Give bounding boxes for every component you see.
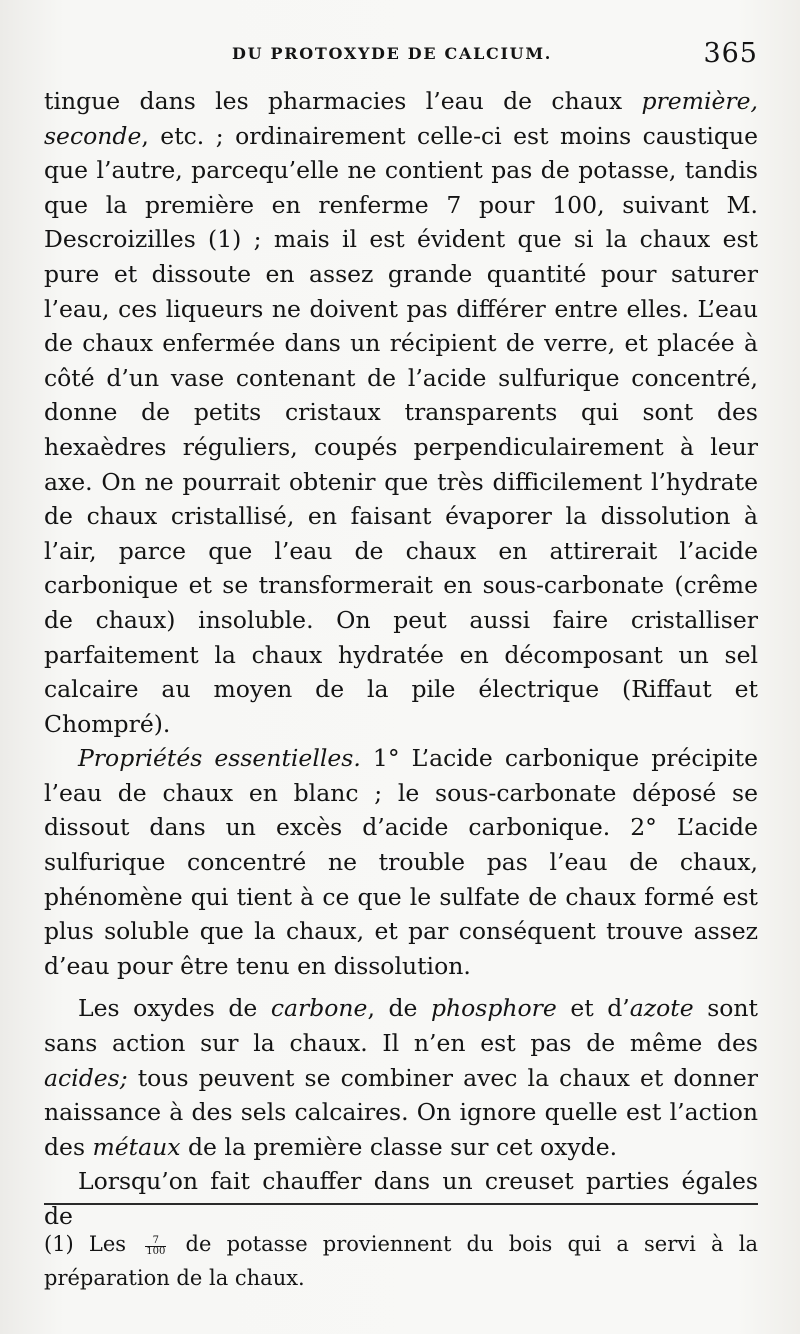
- footnote-fraction: [145, 1236, 166, 1257]
- paragraph-3-italic-4: acides;: [44, 1063, 128, 1092]
- paragraph-2-text: 1° L’acide carbonique précipite l’eau de chaux en blanc ; le sous-carbonate déposé se dissout dans un excès d’acide carbonique. 2° L’acide sulfurique concentré ne trouble pas l’eau de chaux, phénomène qui tient à ce que le sulfate de chaux formé est plus soluble que la chaux, et par conséquent trouve assez d’eau pour être tenu en dissolution.: [44, 744, 758, 980]
- paragraph-2-heading: Propriétés essentielles.: [78, 744, 361, 773]
- paragraph-3-part-3: et d’: [556, 994, 630, 1023]
- paragraph-3-part-1: Les oxydes de: [78, 994, 271, 1023]
- paragraph-3-part-6: de la première classe sur cet oxyde.: [180, 1132, 618, 1161]
- main-text: [44, 84, 758, 1234]
- footnote-marker: (1) Les: [44, 1232, 127, 1256]
- paragraph-3-italic-1: carbone: [270, 994, 368, 1023]
- paragraph-2: [44, 741, 758, 983]
- paragraph-3-part-5: tous peuvent se combiner avec la chaux et donner naissance à des sels calcaires. On ignore quelle est l’action des: [44, 1063, 758, 1161]
- running-title: DU PROTOXYDE DE CALCIUM.: [232, 44, 552, 63]
- paragraph-1-part-2: , etc. ; ordinairement celle-ci est moins caustique que l’autre, parcequ’elle ne contient pas de potasse, tandis que la première en renferme 7 pour 100, suivant M. Descroizilles (1) ; mais il est évident que si la chaux est pure et dissoute en assez grande quantité pour saturer l’eau, ces liqueurs ne doivent pas différer entre elles. L’eau de chaux enfermée dans un récipient de verre, et placée à côté d’un vase contenant de l’acide sulfurique concentré, donne de petits cristaux transparents qui sont des hexaèdres réguliers, coupés perpendiculairement à leur axe. On ne pourrait obtenir que très difficilement l’hydrate de chaux cristallisé, en faisant évaporer la dissolution à l’air, parce que l’eau de chaux en attirerait l’acide carbonique et se transformerait en sous-carbonate (crême de chaux) insoluble. On peut aussi faire cristalliser parfaitement la chaux hydratée en décomposant un sel calcaire au moyen de la pile électrique (Riffaut et Chompré).: [44, 121, 758, 738]
- paragraph-4: [44, 1164, 758, 1233]
- paragraph-3-part-4: sont sans action sur la chaux. Il n’en est pas de même des: [44, 994, 758, 1058]
- paragraph-3-italic-3: azote: [629, 994, 694, 1023]
- paragraph-1-italic-1: première, seconde: [44, 87, 758, 150]
- paragraph-1: [44, 84, 758, 741]
- footnote-divider: [44, 1203, 758, 1205]
- paragraph-3-italic-2: phosphore: [430, 994, 557, 1023]
- footnote-section: [44, 1227, 758, 1295]
- paragraph-3-part-2: , de: [367, 994, 431, 1023]
- paragraph-4-text: Lorsqu’on fait chauffer dans un creuset parties égales de: [44, 1167, 758, 1230]
- paragraph-3: [44, 991, 758, 1164]
- page-number: 365: [703, 38, 758, 69]
- footnote-fraction-denominator: 100: [146, 1246, 166, 1257]
- paragraph-3-italic-5: métaux: [92, 1132, 181, 1161]
- running-header: [44, 36, 758, 76]
- footnote-text: de potasse proviennent du bois qui a servi à la préparation de la chaux.: [44, 1232, 758, 1290]
- footnote-fraction-numerator: 7: [145, 1236, 166, 1247]
- paragraph-1-part-1: tingue dans les pharmacies l’eau de chaux: [44, 87, 642, 115]
